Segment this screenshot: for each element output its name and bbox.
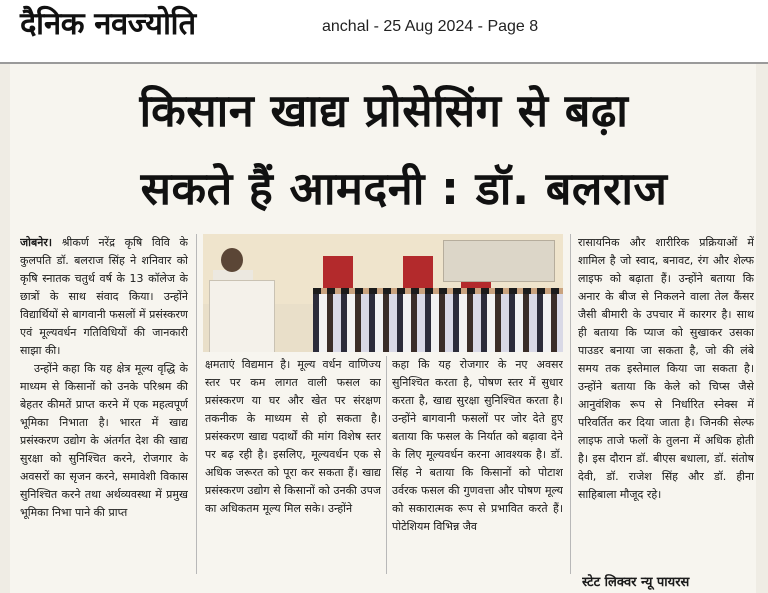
- article-paragraph-2: उन्होंने कहा कि यह क्षेत्र मूल्य वृद्धि के माध्यम से किसानों को उनके परिश्रम की बेहतर कीमतें प्राप्त करने में एक महत्वपूर्ण भूमिका निभाता है। भारत में खाद्य प्रसंस्करण उद्योग के अंतर्गत देश की खाद्य सुरक्षा को सुनिश्चित करने, रोजगार के अवसरों का सृजन करने, समावेशी विकास सुनिश्चित करने तथा अर्थव्यवस्था में प्रमुख भूमिका निभा पाने की प्राप्त: [20, 362, 188, 519]
- headline-line-1: किसान खाद्य प्रोसेसिंग से बढ़ा: [139, 84, 629, 137]
- headline-line-2: सकते हैं आमदनी : डॉ. बलराज: [140, 162, 668, 215]
- right-page-edge: [756, 64, 768, 593]
- column-divider: [386, 356, 387, 574]
- next-article-headline-fragment: स्टेट लिक्वर न्यू पायरस: [582, 575, 690, 590]
- article-column-3: कहा कि यह रोजगार के नए अवसर सुनिश्चित करता है, पोषण स्तर में सुधार करता है, खाद्य सुरक्षा सुनिश्चित करता है। उन्होंने बागवानी फसलों पर जोर देते हुए बताया कि फसल के निर्यात को बढ़ावा देने के लिए मूल्यवर्धन करना आवश्यक है। डॉ. सिंह ने बताया कि किसानों को पोटाश उर्वरक फसल की गुणवत्ता और पोषण मूल्य को सकारात्मक रूप से प्रभावित करते हैं। पोटेशियम विभिन्न जैव: [392, 358, 563, 533]
- masthead: [0, 0, 768, 60]
- article-column-2: क्षमताएं विद्यमान है। मूल्य वर्धन वाणिज्य स्तर पर कम लागत वाली फसल का प्रसंस्करण या घर और खेत पर संरक्षण तकनीक के माध्यम से हो सकता है। प्रसंस्करण खाद्य पदार्थों की मांग विशेष स्तर पर बढ़ रही है। इसलिए, मूल्यवर्धन एक से अधिक जरूरत को पूरा कर सकता हैं। खाद्य प्रसंस्करण उद्योग से किसानों को उनकी उपज का अधिकतम मूल्य मिल सके। उन्होंने: [205, 358, 381, 515]
- column-divider: [196, 234, 197, 574]
- edition-info: anchal - 25 Aug 2024 - Page 8: [322, 18, 539, 35]
- dateline: जोबनेर।: [20, 236, 53, 249]
- column-divider: [570, 234, 571, 574]
- photo-podium: [209, 280, 275, 352]
- article-column-1: [20, 234, 188, 574]
- left-page-edge: [0, 64, 10, 593]
- article-paragraph-1: [20, 234, 188, 360]
- photo-screen: [443, 240, 555, 282]
- newspaper-name: दैनिक नवज्योति: [20, 6, 196, 42]
- photo-audience: [313, 294, 563, 352]
- article-column-4: रासायनिक और शारीरिक प्रक्रियाओं में शामिल है जो स्वाद, बनावट, रंग और शेल्फ लाइफ को बढ़ाता हैं। उन्होंने बताया कि अनार के बीज से निकलने वाला तेल कैंसर जैसी बीमारी के उपचार में कारगर है। साथ ही बताया कि प्याज को सुखाकर उसका पाउडर बनाया जा सकता है, जो की लंबे समय तक इस्तेमाल किया जा सकता है। उन्होंने बताया कि केले को चिप्स जैसे आनुवंशिक रूप से निर्धारित स्नेक्स में परिवर्तित कर दिया जाता है। जिनकी सेल्फ लाइफ ताजे फलों के तुलना में अधिक होती है। इस दौरान डॉ. बीएस बधाला, डॉ. संतोष देवी, डॉ. राजेश सिंह और डॉ. हीना साहिबाला मौजूद रहे।: [578, 236, 754, 501]
- article-photo: [203, 234, 563, 352]
- column-1-text-a: श्रीकर्ण नरेंद्र कृषि विवि के कुलपति डॉ. बलराज सिंह ने शनिवार को कृषि स्नातक चतुर्थ वर्ष के 13 कॉलेज के छात्रों के साथ संवाद किया। उन्होंने विद्यार्थियों से बागवानी फसलों में प्रसंस्करण एवं मूल्यवर्धन गतिविधियों की जानकारी साझा की।: [20, 236, 188, 357]
- photo-speaker: [221, 248, 243, 272]
